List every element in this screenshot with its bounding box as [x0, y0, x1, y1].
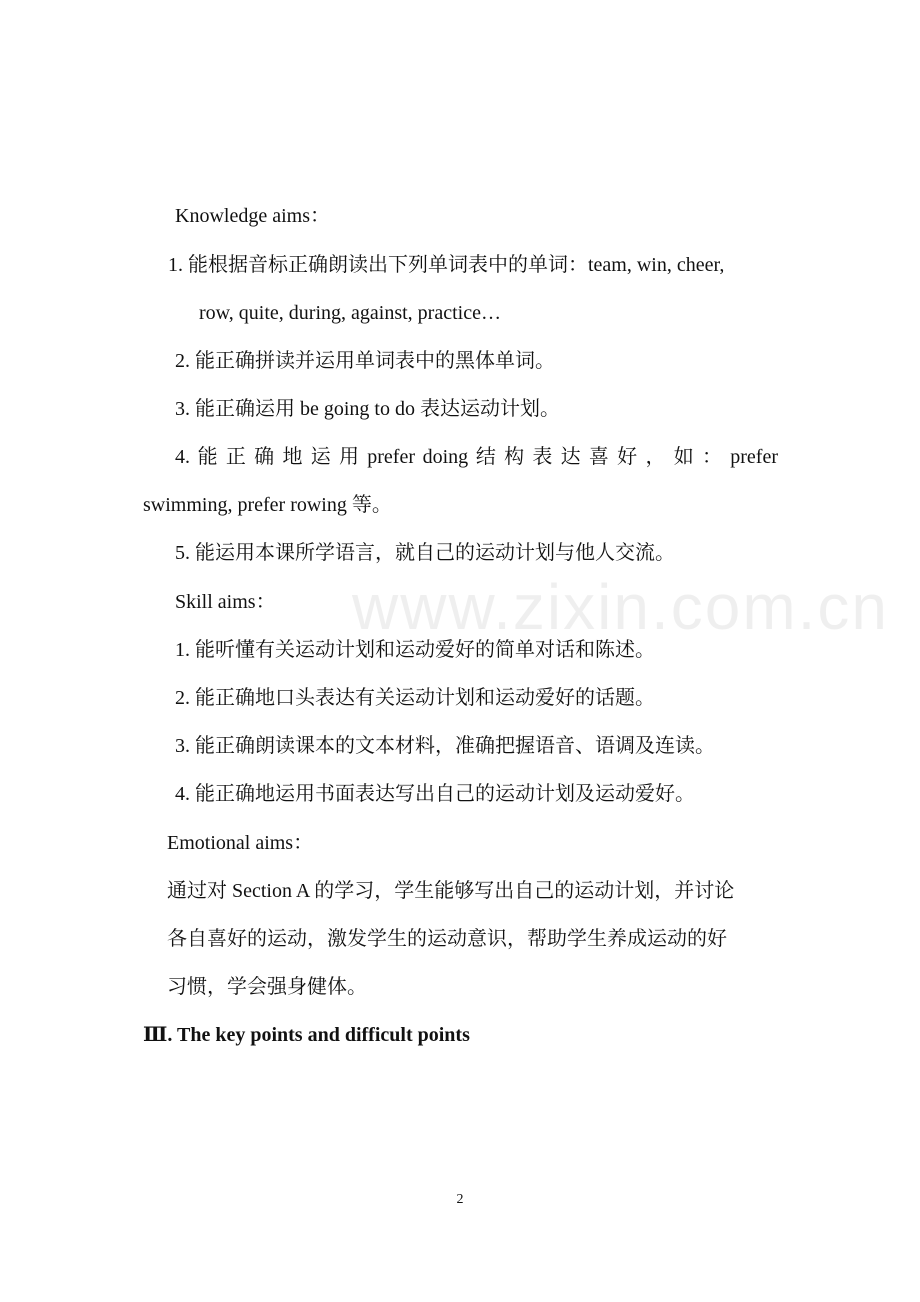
skill-aim-4: 4. 能正确地运用书面表达写出自己的运动计划及运动爱好。 — [175, 783, 695, 805]
knowledge-aim-1: 1. 能根据音标正确朗读出下列单词表中的单词：team, win, cheer, — [168, 254, 725, 276]
skill-aim-2: 2. 能正确地口头表达有关运动计划和运动爱好的话题。 — [175, 687, 655, 709]
emotional-aims-heading: Emotional aims： — [167, 832, 314, 854]
section-heading: Ⅲ. The key points and difficult points — [143, 1024, 470, 1046]
watermark: www.zixin.com.cn — [352, 571, 889, 643]
emotional-aims-line-2: 各自喜好的运动，激发学生的运动意识，帮助学生养成运动的好 — [167, 928, 727, 950]
knowledge-aim-1-continued: row, quite, during, against, practice… — [199, 302, 501, 324]
page-number: 2 — [456, 1192, 464, 1207]
knowledge-aim-4: 4. 能 正 确 地 运 用 prefer doing 结 构 表 达 喜 好 ， 如 ： prefer — [175, 446, 778, 468]
emotional-aims-line-3: 习惯，学会强身健体。 — [167, 976, 367, 998]
knowledge-aim-2: 2. 能正确拼读并运用单词表中的黑体单词。 — [175, 350, 555, 372]
knowledge-aims-heading: Knowledge aims： — [175, 205, 330, 227]
skill-aim-3: 3. 能正确朗读课本的文本材料，准确把握语音、语调及连读。 — [175, 735, 715, 757]
knowledge-aim-3: 3. 能正确运用 be going to do 表达运动计划。 — [175, 398, 560, 420]
emotional-aims-line-1: 通过对 Section A 的学习，学生能够写出自己的运动计划，并讨论 — [167, 880, 735, 902]
skill-aims-heading: Skill aims： — [175, 591, 276, 613]
skill-aim-1: 1. 能听懂有关运动计划和运动爱好的简单对话和陈述。 — [175, 639, 655, 661]
knowledge-aim-4-continued: swimming, prefer rowing 等。 — [143, 494, 392, 516]
knowledge-aim-5: 5. 能运用本课所学语言，就自己的运动计划与他人交流。 — [175, 542, 675, 564]
